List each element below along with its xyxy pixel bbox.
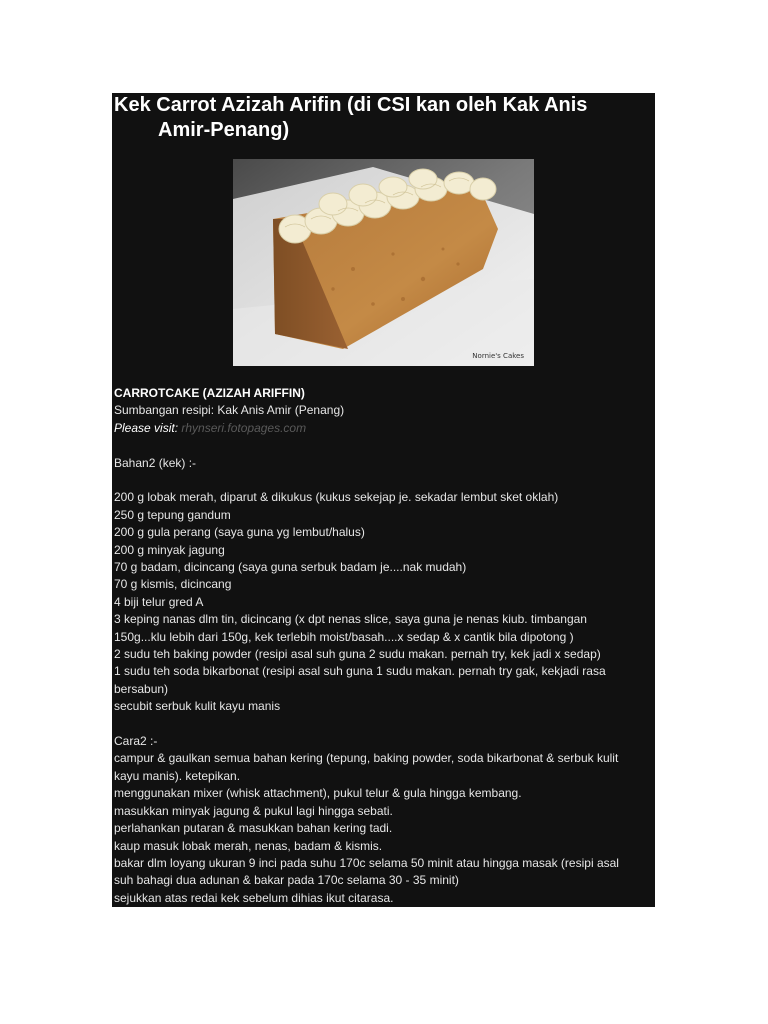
method-line: sejukkan atas redai kek sebelum dihias ikut citarasa. bbox=[114, 890, 394, 905]
spacer bbox=[114, 716, 650, 733]
document-page bbox=[112, 93, 655, 907]
recipe-contributor: Sumbangan resipi: Kak Anis Amir (Penang) bbox=[114, 403, 345, 418]
method-line: masukkan minyak jagung & pukul lagi hingga sebati. bbox=[114, 803, 393, 818]
method-line: campur & gaulkan semua bahan kering (tepung, baking powder, soda bikarbonat & serbuk kulit bbox=[114, 751, 619, 766]
title-line-1: Kek Carrot Azizah Arifin (di CSI kan oleh Kak Anis bbox=[114, 94, 588, 116]
method-line: menggunakan mixer (whisk attachment), pukul telur & gula hingga kembang. bbox=[114, 786, 522, 801]
ingredient-line: 1 sudu teh soda bikarbonat (resipi asal suh guna 1 sudu makan. pernah try gak, kekjadi rasa bbox=[114, 664, 606, 679]
ingredient-line: 4 biji telur gred A bbox=[114, 594, 204, 609]
ingredient-line: 2 sudu teh baking powder (resipi asal suh guna 2 sudu makan. pernah try, kek jadi x sedap) bbox=[114, 647, 601, 662]
visit-label: Please visit: bbox=[114, 420, 179, 435]
spacer bbox=[114, 437, 650, 454]
method-line: kaup masuk lobak merah, nenas, badam & kismis. bbox=[114, 838, 383, 853]
recipe-visit bbox=[114, 420, 650, 437]
spacer bbox=[114, 472, 650, 489]
ingredient-line: 200 g minyak jagung bbox=[114, 542, 225, 557]
method-line: suh bahagi dua adunan & bakar pada 170c selama 30 - 35 minit) bbox=[114, 873, 459, 888]
ingredient-line: 3 keping nanas dlm tin, dicincang (x dpt nenas slice, saya guna je nenas kiub. timbangan bbox=[114, 612, 587, 627]
method-heading: Cara2 :- bbox=[114, 734, 158, 749]
ingredients-heading: Bahan2 (kek) :- bbox=[114, 455, 197, 470]
cake-photo bbox=[233, 159, 534, 366]
ingredient-line: bersabun) bbox=[114, 681, 169, 696]
ingredient-line: 150g...klu lebih dari 150g, kek terlebih moist/basah....x sedap & x cantik bila dipotong ) bbox=[114, 629, 574, 644]
ingredients-list bbox=[114, 489, 650, 715]
photo-watermark: Nornie's Cakes bbox=[472, 352, 524, 360]
method-list bbox=[114, 750, 650, 907]
method-line: perlahankan putaran & masukkan bahan kering tadi. bbox=[114, 821, 393, 836]
ingredient-line: 200 g lobak merah, diparut & dikukus (kukus sekejap je. sekadar lembut sket oklah) bbox=[114, 490, 559, 505]
recipe-body bbox=[114, 385, 650, 907]
page-title bbox=[112, 93, 655, 143]
method-line: bakar dlm loyang ukuran 9 inci pada suhu 170c selama 50 minit atau hingga masak (resipi asal bbox=[114, 855, 619, 870]
recipe-heading: CARROTCAKE (AZIZAH ARIFFIN) bbox=[114, 386, 305, 400]
method-line: kayu manis). ketepikan. bbox=[114, 768, 241, 783]
title-line-2: Amir-Penang) bbox=[158, 119, 290, 141]
ingredient-line: secubit serbuk kulit kayu manis bbox=[114, 699, 281, 714]
ingredient-line: 70 g kismis, dicincang bbox=[114, 577, 232, 592]
ingredient-line: 200 g gula perang (saya guna yg lembut/halus) bbox=[114, 525, 365, 540]
ingredient-line: 250 g tepung gandum bbox=[114, 507, 231, 522]
ingredient-line: 70 g badam, dicincang (saya guna serbuk badam je....nak mudah) bbox=[114, 560, 467, 575]
visit-link[interactable]: rhynseri.fotopages.com bbox=[181, 420, 307, 435]
